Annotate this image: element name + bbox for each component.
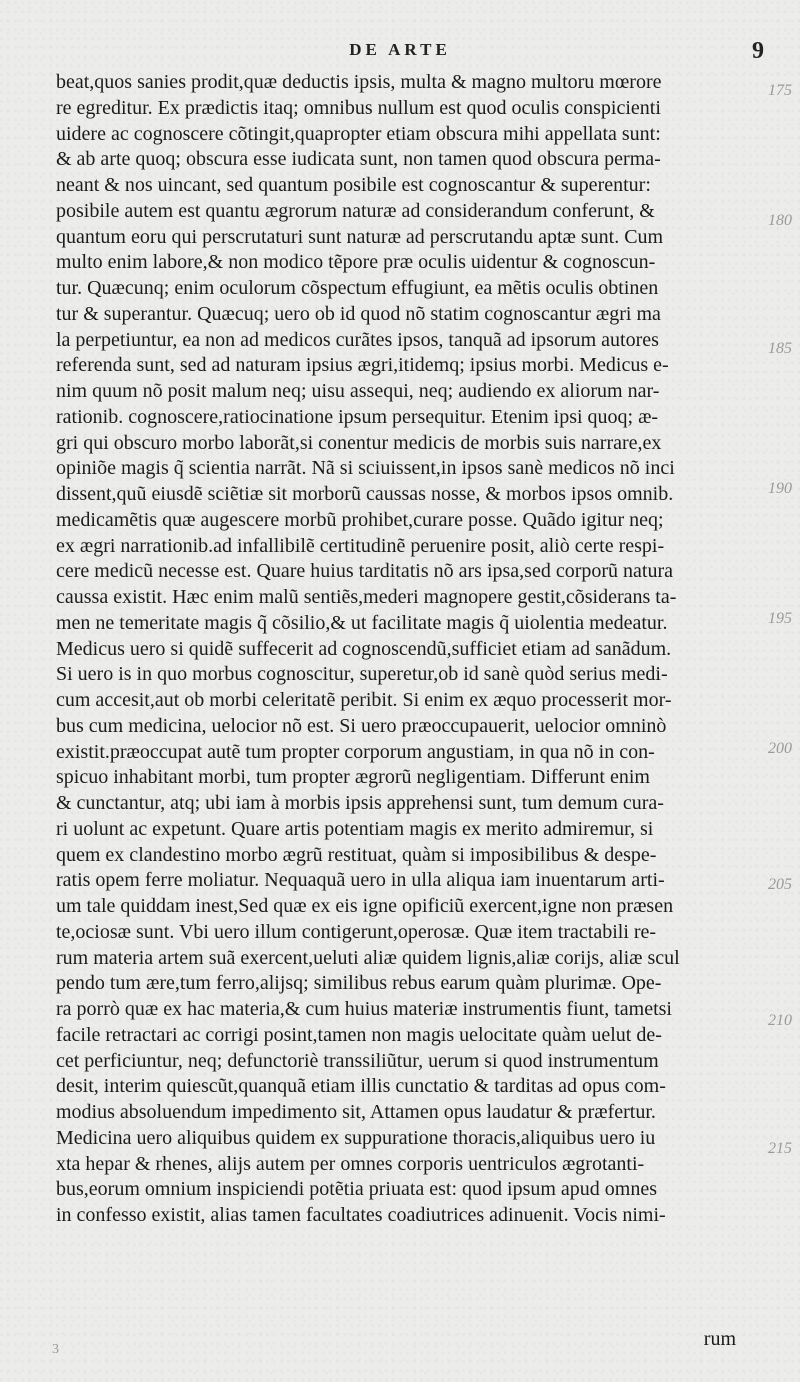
text-line: multo enim labore,& non modico tẽpore præ oculis uidentur & cognoscun- <box>56 251 656 274</box>
text-line: pendo tum ære,tum ferro,alijsq; similibus rebus earum quàm plurimæ. Ope- <box>56 972 662 995</box>
text-line: tur. Quæcunq; enim oculorum cõspectum effugiunt, ea mẽtis oculis obtinen <box>56 277 659 299</box>
text-line: cere medicũ necesse est. Quare huius tarditatis nõ ars ipsa,sed corporũ natura <box>56 560 673 583</box>
text-line: caussa existit. Hæc enim malũ sentiẽs,mederi magnopere gestit,cõsiderans ta- <box>56 586 677 608</box>
text-line: existit.præoccupat autẽ tum propter corporum angustiam, in qua nõ in con- <box>56 740 655 763</box>
text-line: rationib. cognoscere,ratiocinatione ipsum persequitur. Etenim ipsi quoq; æ- <box>56 405 659 428</box>
text-line: opiniõe magis q̃ scientia narrãt. Nã si sciuissent,in ipsos sanè medicos nõ inci <box>56 457 675 480</box>
text-line: ra porrò quæ ex hac materia,& cum huius materiæ instrumentis fiunt, tametsi <box>56 998 672 1020</box>
text-line: & ab arte quoq; obscura esse iudicata sunt, non tamen quod obscura perma- <box>56 148 661 171</box>
catchword: rum <box>703 1328 736 1350</box>
text-line: neant & nos uincant, sed quantum posibile est cognoscantur & superentur: <box>56 174 651 196</box>
margin-line-number: 175 <box>768 82 792 99</box>
text-line: posibile autem est quantu ægrorum naturæ ad considerandum conferunt, & <box>56 199 655 222</box>
page-mark: 3 <box>52 1342 59 1357</box>
text-line: in confesso existit, alias tamen facultates coadiutrices adinuenit. Vocis nimi- <box>56 1204 666 1226</box>
text-line: dissent,quũ eiusdẽ sciẽtiæ sit morborũ caussas nosse, & morbos ipsos omnib. <box>56 483 674 505</box>
text-block <box>56 70 740 1229</box>
text-line: Si uero is in quo morbus cognoscitur, superetur,ob id sanè quòd serius medi- <box>56 663 668 686</box>
running-head: DE ARTE <box>349 40 451 59</box>
text-line: uidere ac cognoscere cõtingit,quapropter etiam obscura mihi appellata sunt: <box>56 122 661 145</box>
text-line: gri qui obscuro morbo laborãt,si conentur medicis de morbis suis narrare,ex <box>56 431 662 454</box>
margin-line-number: 180 <box>768 212 792 229</box>
text-line: tur & superantur. Quæcuq; uero ob id quod nõ statim cognoscantur ægri ma <box>56 302 661 325</box>
text-line: um tale quiddam inest,Sed quæ ex eis igne opificiũ exercent,igne non præsen <box>56 895 674 917</box>
folio-number: 9 <box>752 38 764 64</box>
text-line: quantum eoru qui perscrutaturi sunt naturæ ad perscrutandu aptæ sunt. Cum <box>56 225 664 248</box>
text-line: te,ociosæ sunt. Vbi uero illum contigerunt,operosæ. Quæ item tractabili re- <box>56 920 657 943</box>
text-line: ex ægri narrationib.ad infallibilẽ certitudinẽ peruenire posit, aliò certe respi- <box>56 534 665 557</box>
text-line: modius absoluendum impedimento sit, Attamen opus laudatur & præfertur. <box>56 1101 656 1123</box>
margin-line-number: 185 <box>768 340 792 357</box>
text-line: men ne temeritate magis q̃ cõsilio,& ut facilitate magis q̃ uiolentia medeatur. <box>56 611 668 634</box>
text-line: Medicina uero aliquibus quidem ex suppuratione thoracis,aliquibus uero iu <box>56 1126 656 1149</box>
text-line: desit, interim quiescũt,quanquã etiam illis cunctatio & tarditas ad opus com- <box>56 1075 666 1098</box>
margin-line-number: 190 <box>768 480 792 497</box>
margin-line-number: 195 <box>768 610 792 627</box>
margin-line-number: 205 <box>768 876 792 893</box>
text-line: re egreditur. Ex prædictis itaq; omnibus nullum est quod oculis conspicienti <box>56 96 661 119</box>
margin-line-number: 215 <box>768 1140 792 1157</box>
text-line: ratis opem ferre moliatur. Nequaquã uero in ulla aliqua iam inuentarum arti- <box>56 869 665 892</box>
text-line: bus cum medicina, uelocior nõ est. Si uero præoccupauerit, uelocior omninò <box>56 714 667 737</box>
margin-line-number: 200 <box>768 740 792 757</box>
text-line: cet perficiuntur, neq; defunctoriè transsiliũtur, uerum si quod instrumentum <box>56 1049 659 1072</box>
text-line: beat,quos sanies prodit,quæ deductis ipsis, multa & magno multoru mœrore <box>56 71 662 93</box>
text-line: referenda sunt, sed ad naturam ipsius ægri,itidemq; ipsius morbi. Medicus e- <box>56 354 669 377</box>
margin-line-number: 210 <box>768 1012 792 1029</box>
text-line: xta hepar & rhenes, alijs autem per omnes corporis uentriculos ægrotanti- <box>56 1152 645 1175</box>
text-line: rum materia artem suã exercent,ueluti aliæ quidem lignis,aliæ corijs, aliæ scul <box>56 946 680 969</box>
text-line: & cunctantur, atq; ubi iam à morbis ipsis apprehensi sunt, tum demum cura- <box>56 792 664 814</box>
text-line: facile retractari ac corrigi posint,tamen non magis uelocitate quàm uelut de- <box>56 1023 662 1046</box>
text-line: quem ex clandestino morbo ægrũ restituat, quàm si imposibilibus & despe- <box>56 843 657 866</box>
text-line: ri uolunt ac expetunt. Quare artis potentiam magis ex merito admiremur, si <box>56 817 654 840</box>
text-line: la perpetiuntur, ea non ad medicos curãtes ipsos, tanquã ad ipsorum autores <box>56 328 659 351</box>
text-line: Medicus uero si quidẽ suffecerit ad cognoscendũ,sufficiet etiam ad sanãdum. <box>56 637 672 660</box>
text-line: cum accesit,aut ob morbi celeritatẽ peribit. Si enim ex æquo processerit mor- <box>56 689 672 711</box>
text-line: spicuo inhabitant morbi, tum propter ægrorũ negligentiam. Differunt enim <box>56 766 650 789</box>
text-line: nim quum nõ posit malum neq; uisu assequi, neq; audiendo ex aliorum nar- <box>56 380 660 402</box>
text-line: bus,eorum omnium inspiciendi potẽtia priuata est: quod ipsum apud omnes <box>56 1178 658 1201</box>
text-line: medicamẽtis quæ augescere morbũ prohibet,curare posse. Quãdo igitur neq; <box>56 508 664 531</box>
